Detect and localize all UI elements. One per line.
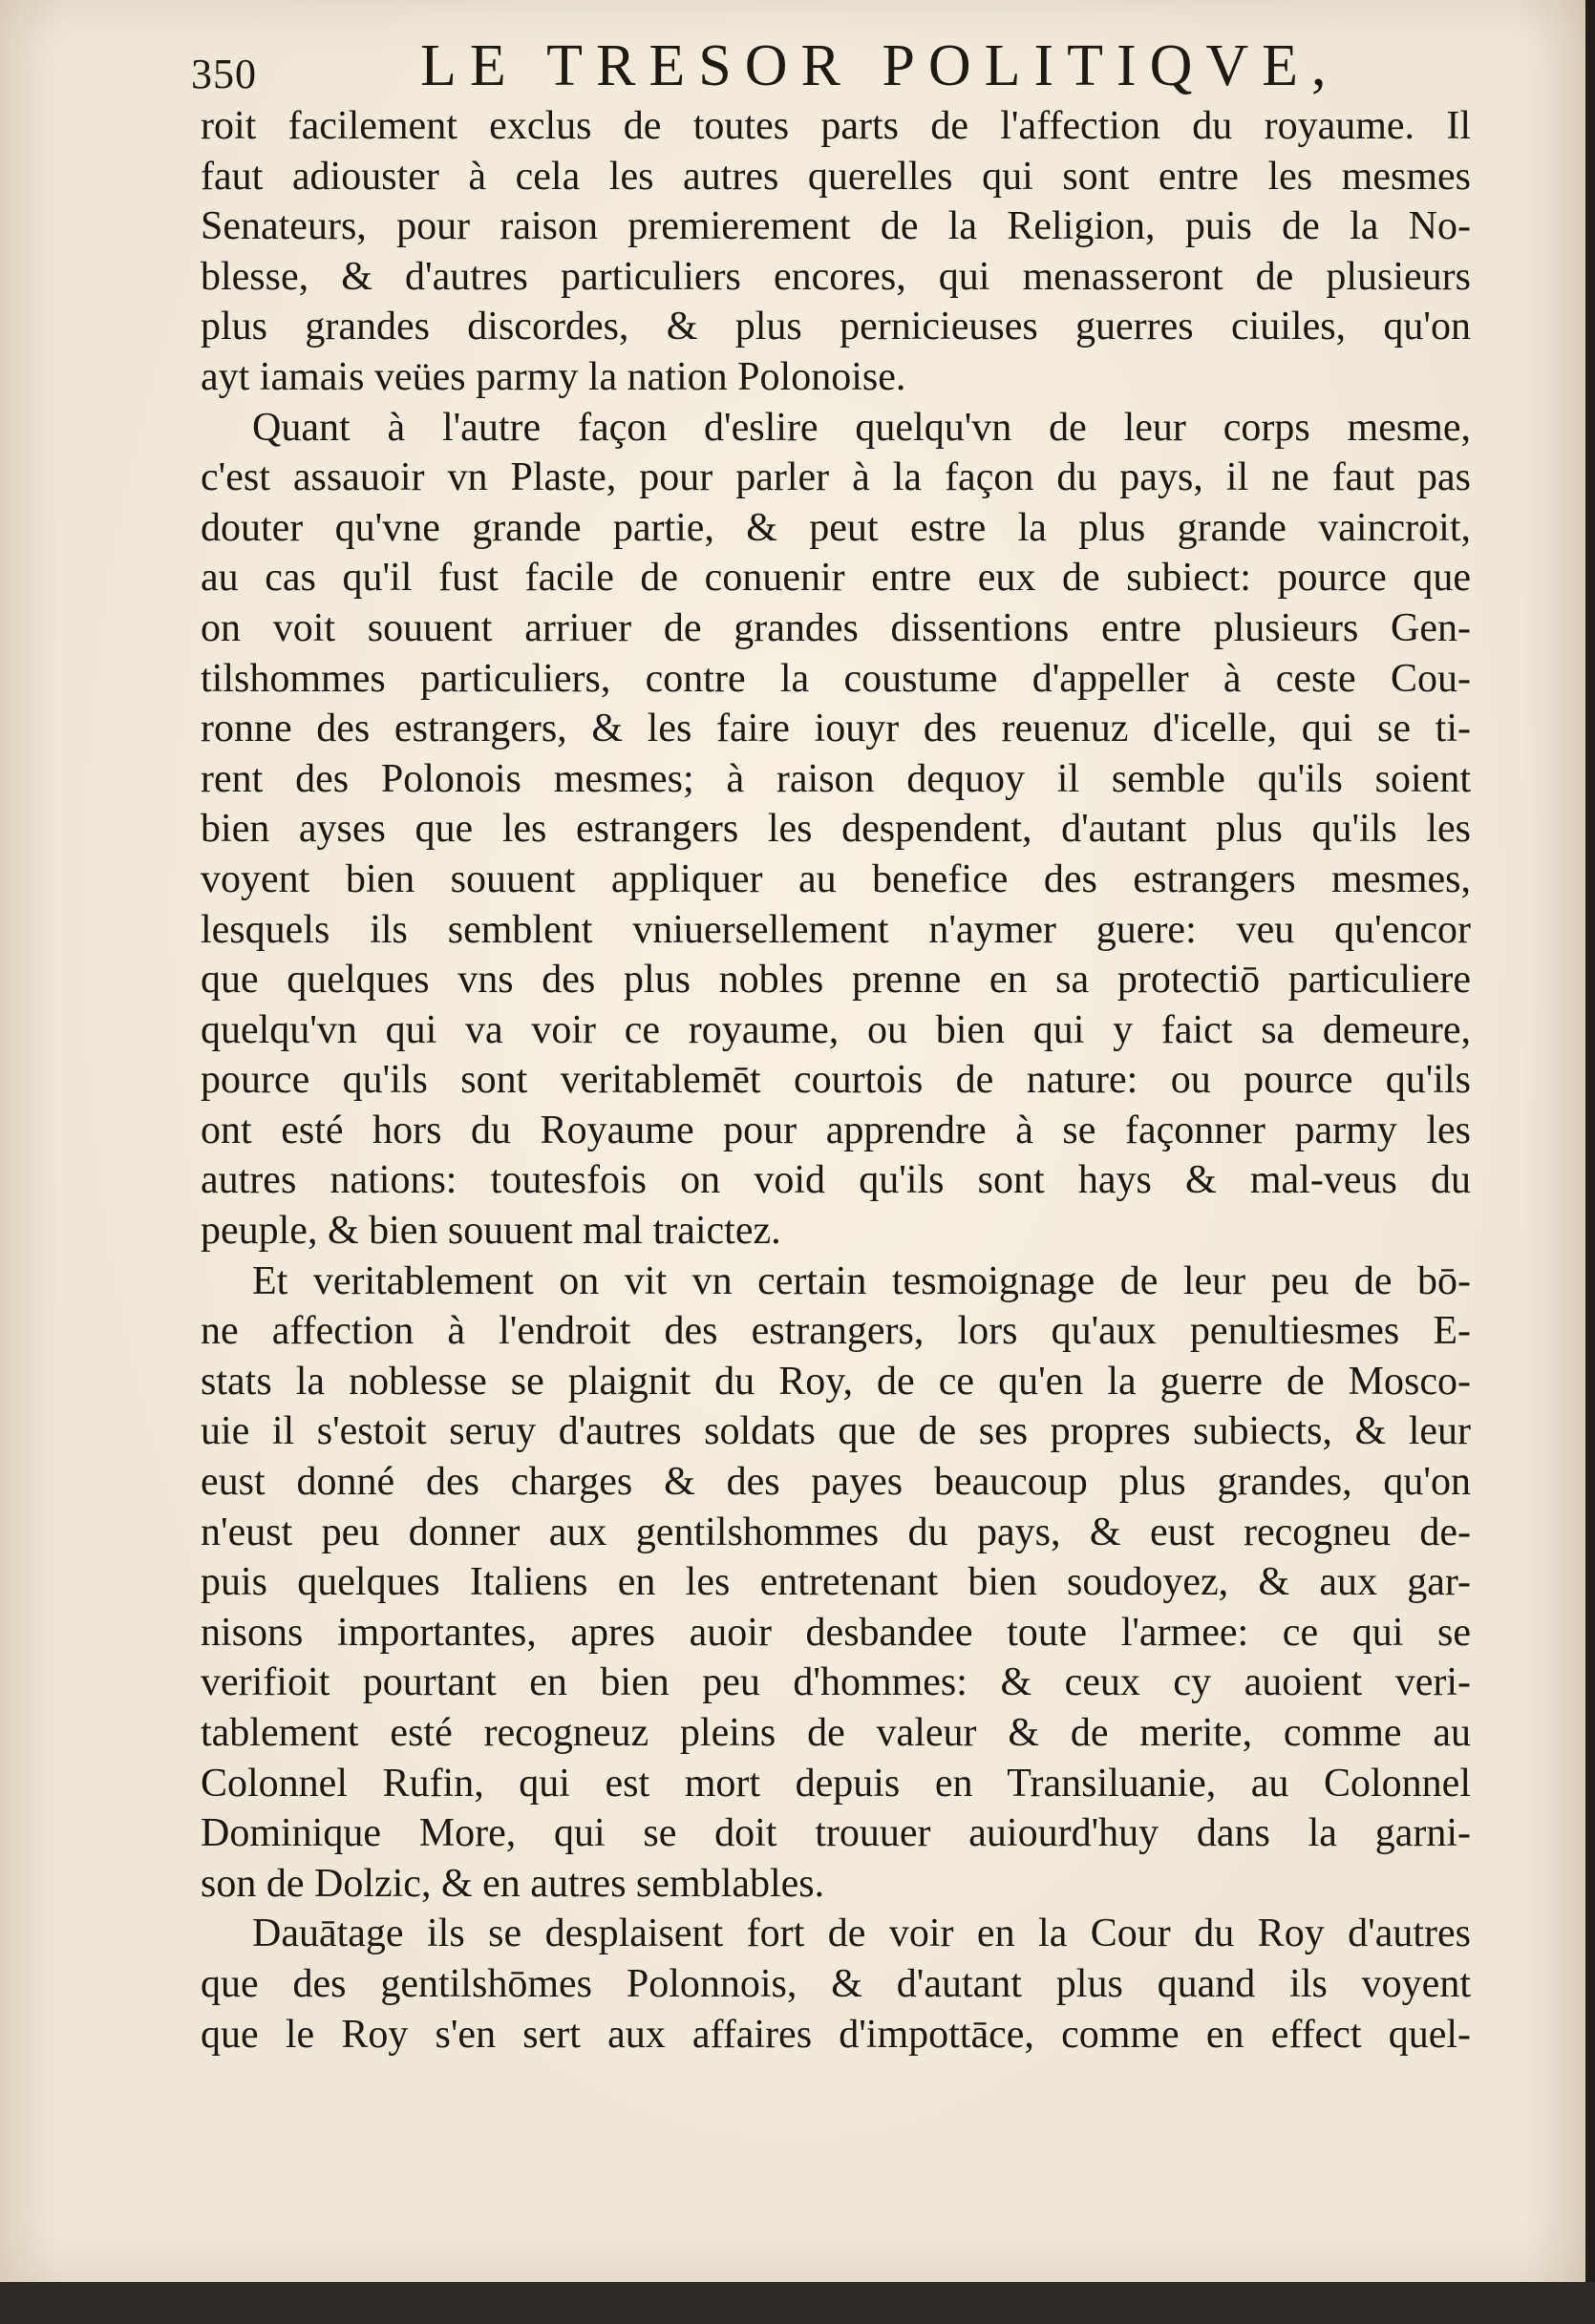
text-line: stats la noblesse se plaignit du Roy, de ce qu'en la guerre de Mosco-: [201, 1359, 1471, 1404]
page-number: 350: [191, 51, 257, 97]
text-line: Quant à l'autre façon d'eslire quelqu'vn de leur corps mesme,: [252, 405, 1471, 450]
text-line: Et veritablement on vit vn certain tesmoignage de leur peu de bō-: [252, 1258, 1471, 1303]
body-text: [201, 101, 1471, 2060]
text-line: autres nations: toutesfois on void qu'ils sont hays & mal-veus du: [201, 1158, 1471, 1203]
text-line: peuple, & bien souuent mal traictez.: [201, 1209, 781, 1254]
text-line: ont esté hors du Royaume pour apprendre à se façonner parmy les: [201, 1108, 1471, 1152]
text-line: blesse, & d'autres particuliers encores, qui menasseront de plusieurs: [201, 254, 1471, 299]
paragraph-2: [201, 403, 1471, 1257]
text-line: uie il s'estoit seruy d'autres soldats que de ses propres subiects, & leur: [201, 1409, 1471, 1454]
text-line: on voit souuent arriuer de grandes dissentions entre plusieurs Gen-: [201, 605, 1471, 650]
running-head: LE TRESOR POLITIQVE,: [420, 33, 1340, 98]
text-line: verifioit pourtant en bien peu d'hommes: & ceux cy auoient veri-: [201, 1660, 1471, 1705]
text-line: roit facilement exclus de toutes parts de l'affection du royaume. Il: [201, 104, 1471, 148]
scan-right-edge: [1585, 0, 1595, 2324]
text-line: puis quelques Italiens en les entretenant bien soudoyez, & aux gar-: [201, 1560, 1471, 1605]
text-line: lesquels ils semblent vniuersellement n'aymer guere: veu qu'encor: [201, 907, 1471, 952]
text-line: faut adiouster à cela les autres querelles qui sont entre les mesmes: [201, 154, 1471, 199]
paragraph-1: [201, 101, 1471, 403]
text-line: voyent bien souuent appliquer au benefice des estrangers mesmes,: [201, 856, 1471, 901]
text-line: douter qu'vne grande partie, & peut estre la plus grande vaincroit,: [201, 505, 1471, 550]
text-line: que le Roy s'en sert aux affaires d'impottāce, comme en effect quel-: [201, 2012, 1471, 2057]
paragraph-3: [201, 1257, 1471, 1910]
text-line: tablement esté recogneuz pleins de valeur & de merite, comme au: [201, 1711, 1471, 1755]
text-line: eust donné des charges & des payes beaucoup plus grandes, qu'on: [201, 1460, 1471, 1505]
paragraph-4: [201, 1909, 1471, 2060]
text-line: c'est assauoir vn Plaste, pour parler à la façon du pays, il ne faut pas: [201, 455, 1471, 500]
text-line: tilshommes particuliers, contre la coustume d'appeller à ceste Cou-: [201, 656, 1471, 701]
text-line: Colonnel Rufin, qui est mort depuis en Transiluanie, au Colonnel: [201, 1761, 1471, 1806]
scan-bottom-edge: [0, 2282, 1595, 2324]
text-line: ronne des estrangers, & les faire iouyr des reuenuz d'icelle, qui se ti-: [201, 707, 1471, 751]
text-line: que quelques vns des plus nobles prenne en sa protectiō particuliere: [201, 958, 1471, 1003]
text-line: nisons importantes, apres auoir desbandee toute l'armee: ce qui se: [201, 1610, 1471, 1655]
text-line: n'eust peu donner aux gentilshommes du pays, & eust recogneu de-: [201, 1510, 1471, 1554]
text-line: ayt iamais veües parmy la nation Polonoise.: [201, 354, 906, 399]
text-line: pource qu'ils sont veritablemēt courtois de nature: ou pource qu'ils: [201, 1058, 1471, 1103]
text-line: Dauātage ils se desplaisent fort de voir en la Cour du Roy d'autres: [252, 1912, 1471, 1956]
text-line: rent des Polonois mesmes; à raison dequoy il semble qu'ils soient: [201, 756, 1471, 801]
text-line: quelqu'vn qui va voir ce royaume, ou bien qui y faict sa demeure,: [201, 1007, 1471, 1052]
text-line: que des gentilshōmes Polonnois, & d'autant plus quand ils voyent: [201, 1961, 1471, 2006]
text-line: Dominique More, qui se doit trouuer auiourd'huy dans la garni-: [201, 1811, 1471, 1856]
text-line: ne affection à l'endroit des estrangers, lors qu'aux penultiesmes E-: [201, 1309, 1471, 1354]
text-line: Senateurs, pour raison premierement de la Religion, puis de la No-: [201, 204, 1471, 249]
text-line: bien ayses que les estrangers les despendent, d'autant plus qu'ils les: [201, 807, 1471, 852]
text-line: son de Dolzic, & en autres semblables.: [201, 1861, 825, 1906]
text-line: au cas qu'il fust facile de conuenir entre eux de subiect: pource que: [201, 556, 1471, 601]
page-header: [191, 29, 1471, 105]
text-line: plus grandes discordes, & plus pernicieuses guerres ciuiles, qu'on: [201, 305, 1471, 349]
